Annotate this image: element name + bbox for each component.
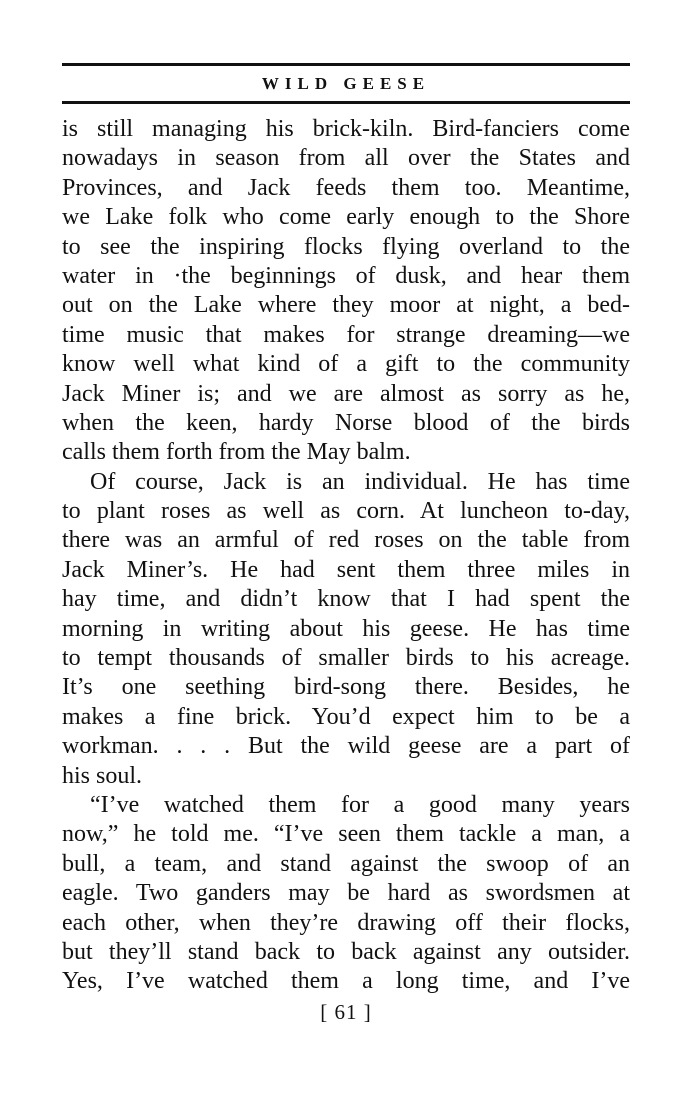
text-line: Jack Miner is; and we are almost as sorry as he, [62, 380, 630, 407]
text-line: out on the Lake where they moor at night, a bed- [62, 292, 630, 319]
text-line: calls them forth from the May balm. [62, 439, 411, 466]
text-line: is still managing his brick-kiln. Bird-fanciers come [62, 116, 630, 142]
text-line: his soul. [62, 762, 143, 789]
header-rule-bottom [62, 101, 630, 104]
text-line: there was an armful of red roses on the table from [62, 527, 630, 554]
text-line: eagle. Two ganders may be hard as swordsmen at [62, 880, 630, 907]
text-line: each other, when they’re drawing off their flocks, [62, 909, 630, 936]
text-line: when the keen, hardy Norse blood of the birds [62, 409, 630, 436]
text-line: bull, a team, and stand against the swoop of an [62, 850, 630, 877]
text-line: water in ·the beginnings of dusk, and hear them [62, 262, 630, 289]
text-line: hay time, and didn’t know that I had spent the [62, 586, 630, 613]
text-line: “I’ve watched them for a good many years [90, 791, 630, 818]
body-text [62, 115, 630, 997]
header-rule-top [62, 63, 630, 66]
text-line: to see the inspiring flocks flying overland to the [62, 233, 630, 260]
text-line: now,” he told me. “I’ve seen them tackle a man, a [62, 821, 630, 848]
paragraph [62, 468, 630, 791]
text-line: It’s one seething bird-song there. Besides, he [62, 674, 630, 701]
text-line: to tempt thousands of smaller birds to his acreage. [62, 645, 630, 672]
paragraph [62, 791, 630, 997]
text-line: Provinces, and Jack feeds them too. Meantime, [62, 174, 630, 201]
text-line: morning in writing about his geese. He has time [62, 615, 630, 642]
text-line: nowadays in season from all over the States and [62, 145, 630, 172]
text-line: to plant roses as well as corn. At luncheon to-day, [62, 498, 630, 525]
text-line: time music that makes for strange dreaming—we [62, 321, 630, 348]
text-line: workman. . . . But the wild geese are a part of [62, 733, 630, 760]
page-number: [ 61 ] [320, 1000, 372, 1024]
text-line: know well what kind of a gift to the community [62, 351, 630, 378]
running-head: WILD GEESE [261, 74, 431, 93]
text-line: Yes, I’ve watched them a long time, and I’ve [62, 968, 630, 995]
text-line: but they’ll stand back to back against any outsider. [62, 938, 630, 965]
text-line: we Lake folk who come early enough to the Shore [62, 204, 630, 231]
text-line: Jack Miner’s. He had sent them three miles in [62, 556, 630, 583]
text-line: Of course, Jack is an individual. He has time [90, 468, 630, 495]
paragraph [62, 115, 630, 468]
text-line: makes a fine brick. You’d expect him to be a [62, 703, 630, 730]
